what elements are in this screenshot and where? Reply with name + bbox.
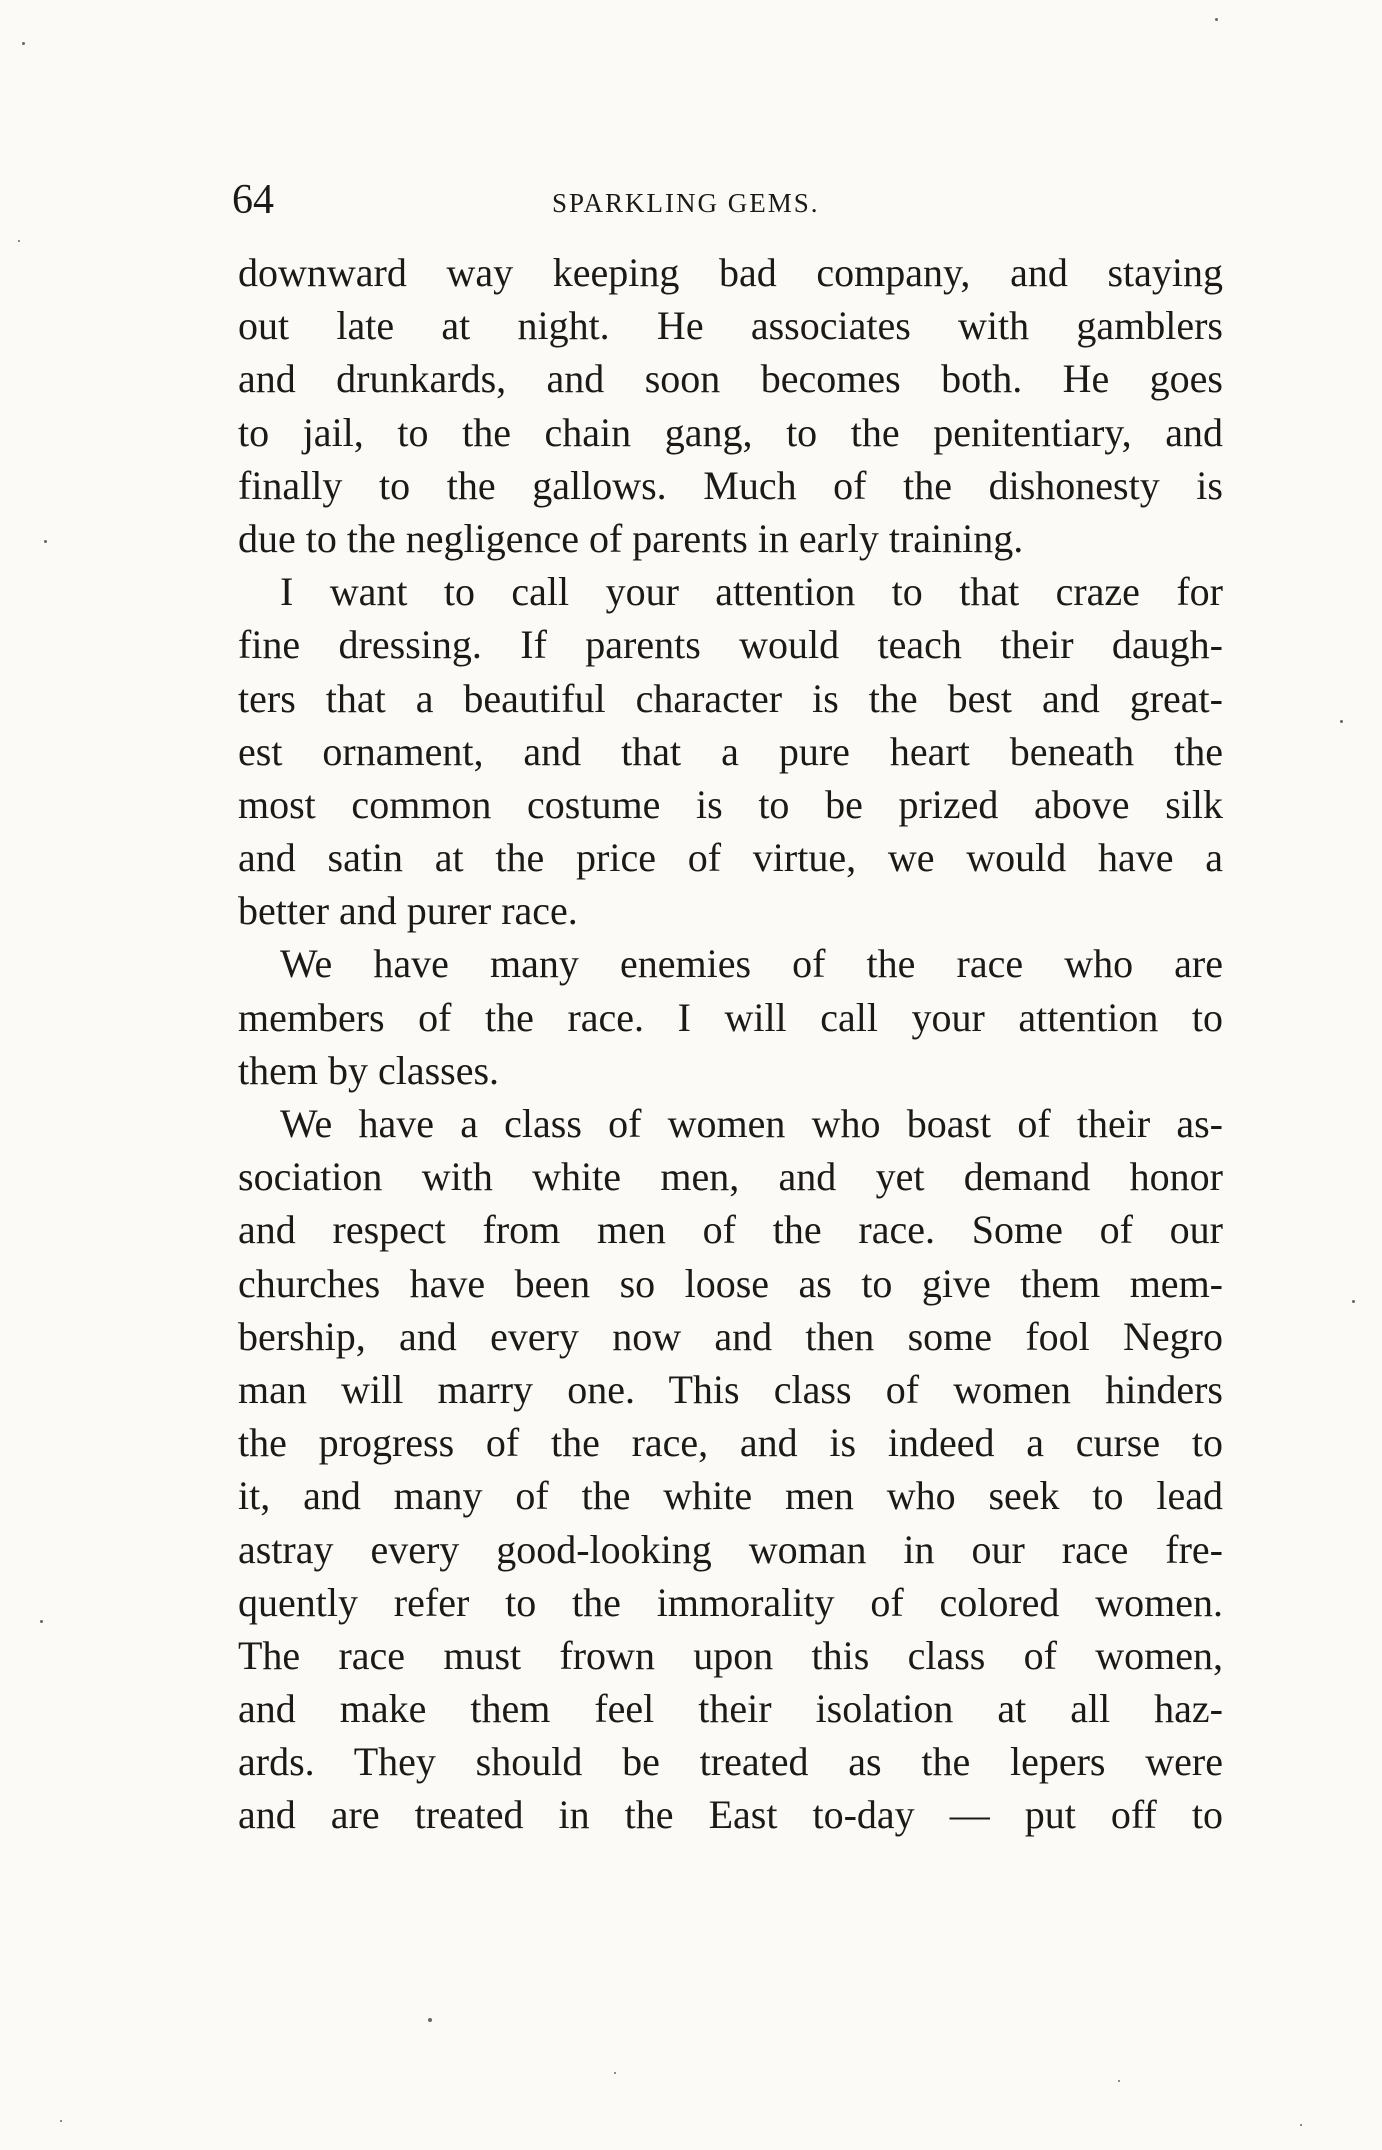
text-line: due to the negligence of parents in early training. — [238, 515, 1024, 561]
text-line: and are treated in the East to-day — put off to — [238, 1792, 1223, 1838]
text-line: finally to the gallows. Much of the dishonesty is — [238, 462, 1223, 508]
text-line: sociation with white men, and yet demand honor — [238, 1154, 1223, 1200]
text-line: downward way keeping bad company, and staying — [238, 250, 1223, 295]
text-line: the progress of the race, and is indeed a curse to — [238, 1420, 1223, 1466]
scan-speck — [60, 2120, 62, 2122]
text-line: est ornament, and that a pure heart beneath the — [238, 728, 1223, 774]
scan-speck — [18, 240, 20, 242]
page-number: 64 — [232, 177, 274, 223]
scan-speck — [44, 540, 47, 543]
text-line: astray every good-looking woman in our race fre- — [238, 1526, 1223, 1572]
text-line: churches have been so loose as to give them mem- — [238, 1260, 1223, 1306]
scan-speck — [1300, 2124, 1302, 2126]
text-line: them by classes. — [238, 1047, 500, 1093]
text-line: and respect from men of the race. Some of our — [238, 1207, 1223, 1253]
body-text — [238, 246, 1223, 1842]
text-line: We have a class of women who boast of their as- — [280, 1101, 1223, 1146]
text-line: fine dressing. If parents would teach their daugh- — [238, 622, 1223, 668]
text-line: better and purer race. — [238, 888, 578, 934]
text-line: We have many enemies of the race who are — [280, 941, 1223, 987]
scan-speck — [40, 1620, 43, 1623]
text-line: to jail, to the chain gang, to the penitentiary, and — [238, 409, 1223, 455]
scan-speck — [22, 42, 25, 45]
text-line: bership, and every now and then some fool Negro — [238, 1313, 1223, 1359]
text-line: it, and many of the white men who seek to lead — [238, 1473, 1223, 1519]
text-line: I want to call your attention to that craze for — [280, 569, 1223, 615]
running-title: SPARKLING GEMS. — [552, 188, 820, 218]
text-line: and satin at the price of virtue, we would have a — [238, 835, 1223, 881]
scan-speck — [428, 2018, 432, 2022]
text-line: quently refer to the immorality of colored women. — [238, 1579, 1223, 1625]
text-line: out late at night. He associates with gamblers — [238, 303, 1223, 349]
scan-speck — [1352, 1300, 1355, 1303]
text-line: and make them feel their isolation at all haz- — [238, 1686, 1223, 1732]
text-line: ters that a beautiful character is the best and great- — [238, 675, 1223, 721]
text-line: and drunkards, and soon becomes both. He goes — [238, 356, 1223, 402]
scan-speck — [1215, 18, 1218, 21]
text-line: ards. They should be treated as the lepers were — [238, 1739, 1223, 1785]
text-line: most common costume is to be prized above silk — [238, 781, 1223, 827]
page-header — [232, 170, 1132, 230]
text-line: The race must frown upon this class of women, — [238, 1632, 1223, 1678]
text-line: members of the race. I will call your attention to — [238, 994, 1223, 1040]
scan-speck — [1340, 720, 1343, 723]
scan-speck — [1118, 2080, 1120, 2082]
scan-speck — [614, 2072, 616, 2074]
text-line: man will marry one. This class of women hinders — [238, 1366, 1223, 1412]
